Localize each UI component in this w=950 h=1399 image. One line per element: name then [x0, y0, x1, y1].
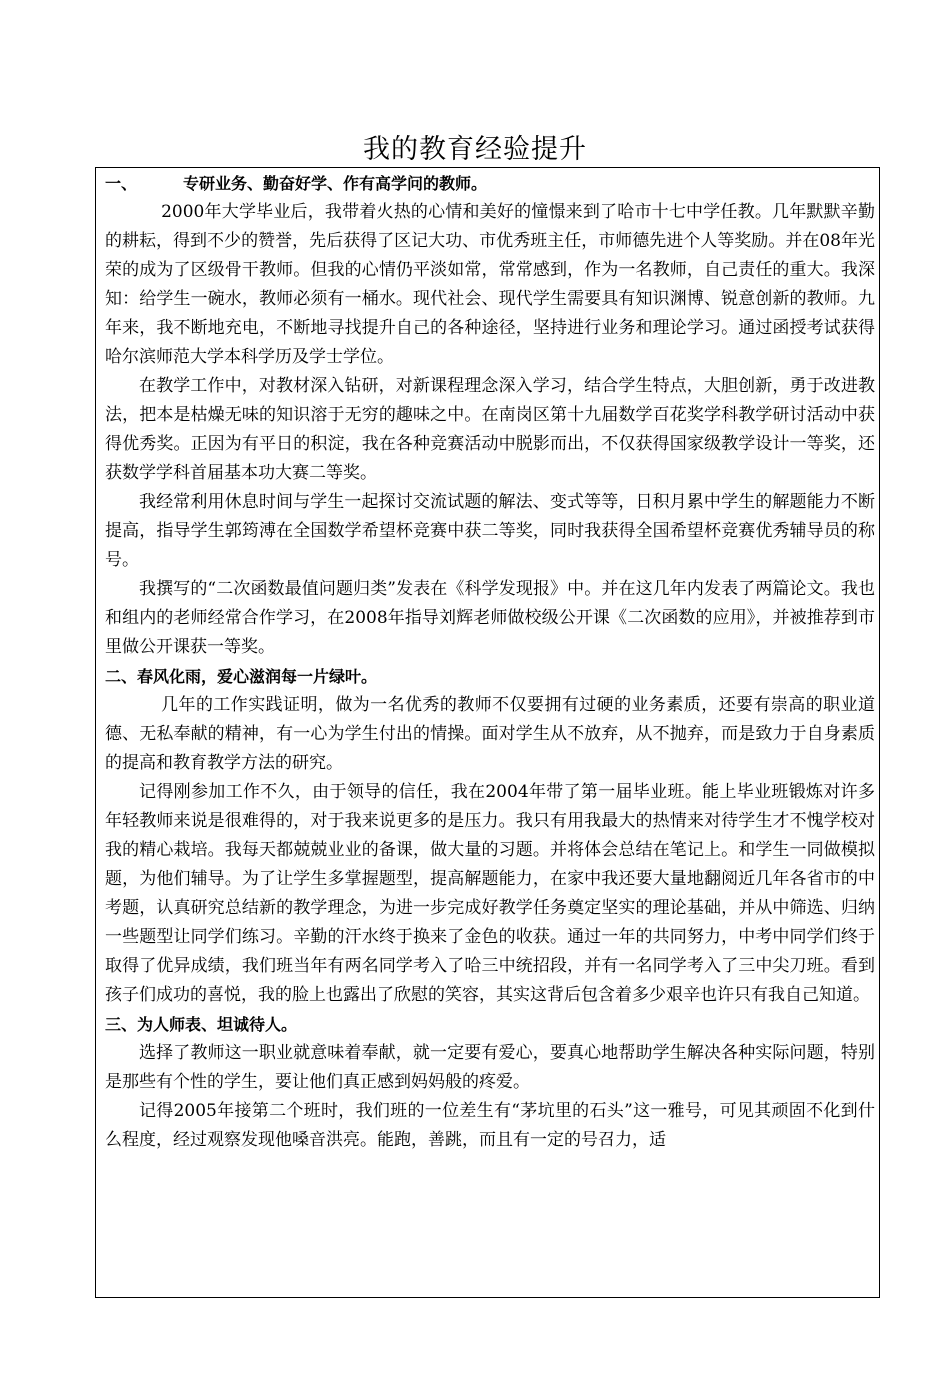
page-title: 我的教育经验提升: [363, 134, 587, 165]
section-3-heading: 三、为人师表、坦诚待人。: [105, 1015, 298, 1034]
paragraph: 在教学工作中，对教材深入钻研，对新课程理念深入学习，结合学生特点，大胆创新，勇于改进教法，把本是枯燥无味的知识溶于无穷的趣味之中。在南岗区第十九届数学百花奖学科教学研讨活动中获得优秀奖。正因为有平日的积淀，我在各种竞赛活动中脱影而出，不仅获得国家级教学设计一等奖，还获数学学科首届基本功大赛二等奖。: [105, 376, 875, 483]
paragraph: 2000年大学毕业后，我带着火热的心情和美好的憧憬来到了哈市十七中学任教。几年默默辛勤的耕耘，得到不少的赞誉，先后获得了区记大功、市优秀班主任，市师德先进个人等奖励。并在08年光荣的成为了区级骨干教师。但我的心情仍平淡如常，常常感到，作为一名教师，自己责任的重大。我深知：给学生一碗水，教师必须有一桶水。现代社会、现代学生需要具有知识渊博、锐意创新的教师。九年来，我不断地充电，不断地寻找提升自己的各种途径，坚持进行业务和理论学习。通过函授考试获得哈尔滨师范大学本科学历及学士学位。: [105, 202, 875, 367]
paragraph: 记得刚参加工作不久，由于领导的信任，我在2004年带了第一届毕业班。能上毕业班锻炼对许多年轻教师来说是很难得的，对于我来说更多的是压力。我只有用我最大的热情来对待学生才不愧学校对我的精心栽培。我每天都兢兢业业的备课，做大量的习题。并将体会总结在笔记上。和学生一同做模拟题，为他们辅导。为了让学生多掌握题型，提高解题能力，在家中我还要大量地翻阅近几年各省市的中考题，认真研究总结新的教学理念，为进一步完成好教学任务奠定坚实的理论基础，并从中筛选、归纳一些题型让同学们练习。辛勤的汗水终于换来了金色的收获。通过一年的共同努力，中考中同学们终于取得了优异成绩，我们班当年有两名同学考入了哈三中统招段，并有一名同学考入了三中尖刀班。看到孩子们成功的喜悦，我的脸上也露出了欣慰的笑容，其实这背后包含着多少艰辛也许只有我自己知道。: [105, 782, 875, 1005]
paragraph: 我经常利用休息时间与学生一起探讨交流试题的解法、变式等等，日积月累中学生的解题能力不断提高，指导学生郭筠溥在全国数学希望杯竞赛中获二等奖，同时我获得全国希望杯竞赛优秀辅导员的称号。: [105, 492, 875, 570]
paragraph: 几年的工作实践证明，做为一名优秀的教师不仅要拥有过硬的业务素质，还要有崇高的职业道德、无私奉献的精神，有一心为学生付出的情操。面对学生从不放弃，从不抛弃，而是致力于自身素质的提高和教育教学方法的研究。: [105, 695, 875, 773]
paragraph: 我撰写的“二次函数最值问题归类”发表在《科学发现报》中。并在这几年内发表了两篇论文。我也和组内的老师经常合作学习，在2008年指导刘辉老师做校级公开课《二次函数的应用》，并被推荐到市里做公开课获一等奖。: [105, 579, 875, 657]
section-1-heading: [105, 169, 875, 198]
section-1-number: 一、: [105, 174, 138, 193]
document-body: [105, 169, 875, 1155]
paragraph: 记得2005年接第二个班时，我们班的一位差生有“茅坑里的石头”这一雅号，可见其顽固不化到什么程度，经过观察发现他嗓音洪亮。能跑，善跳，而且有一定的号召力，适: [105, 1101, 875, 1150]
section-1-title: 专研业务、勤奋好学、作有高学问的教师。: [183, 174, 488, 193]
paragraph: 选择了教师这一职业就意味着奉献，就一定要有爱心，要真心地帮助学生解决各种实际问题，特别是那些有个性的学生，要让他们真正感到妈妈般的疼爱。: [105, 1043, 875, 1092]
section-2-heading: 二、春风化雨，爱心滋润每一片绿叶。: [105, 667, 378, 686]
